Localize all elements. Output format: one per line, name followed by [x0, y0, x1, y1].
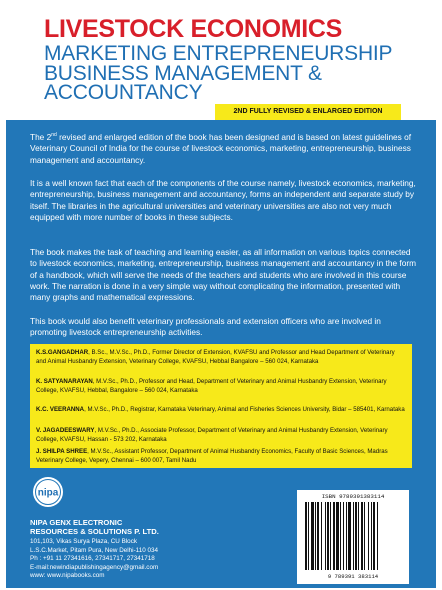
publisher-phone: Ph : +91 11 27341616, 27341717, 27341718	[30, 555, 155, 562]
barcode-bar	[348, 502, 351, 570]
blurb-p1-superscript: nd	[51, 132, 57, 139]
barcode-bar	[317, 502, 319, 570]
isbn-barcode	[297, 490, 409, 584]
blurb-paragraph-4: This book would also benefit veterinary professionals and extension officers who are involved in promoting livestock entrepreneurship activities.	[30, 316, 381, 338]
barcode-bar	[343, 502, 344, 570]
book-title: LIVESTOCK ECONOMICS	[44, 15, 343, 43]
nipa-logo-icon	[30, 476, 66, 512]
barcode-bars-icon	[303, 502, 403, 572]
barcode-bar	[368, 502, 369, 570]
author-details: , M.V.Sc., Ph.D., Associate Professor, Department of Veterinary and Animal Husbandry Extension, Veterinary College, KVAFSU, Hassan - 573 202, Karnataka	[36, 427, 388, 443]
barcode-bar	[330, 502, 331, 570]
publisher-name-line-2: RESOURCES & SOLUTIONS P. LTD.	[30, 527, 159, 536]
author-details: , M.V.Sc., Assistant Professor, Department of Animal Husbandry Economics, Faculty of Basic Sciences, Madras Veterinary College, Vepery, Chennai – 600 007, Tamil Nadu	[36, 448, 388, 464]
author-name: K.S.GANGADHAR	[36, 349, 89, 356]
barcode-digits: 9 789391 383114	[327, 573, 379, 580]
author-entry	[36, 447, 406, 465]
author-entry	[36, 377, 406, 395]
book-subtitle-line-3: ACCOUNTANCY	[44, 81, 203, 104]
publisher-address-line: 101,103, Vikas Surya Plaza, CU Block	[30, 538, 137, 545]
publisher-block	[30, 472, 290, 588]
barcode-bar	[373, 502, 375, 570]
svg-text:nipa: nipa	[37, 487, 59, 499]
author-details: , B.Sc., M.V.Sc., Ph.D., Former Director of Extension, KVAFSU and Professor and Head Department of Veterinary and Animal Husbandry Extension, Veterinary College, KVAFSU, Hebbal Bangalore – 560 024, Karnataka	[36, 349, 395, 365]
edition-badge: 2ND FULLY REVISED & ENLARGED EDITION	[215, 104, 401, 120]
barcode-bar	[346, 502, 347, 570]
barcode-bar	[311, 502, 314, 570]
author-name: K. SATYANARAYAN	[36, 378, 93, 385]
book-subtitle-line-1: MARKETING ENTREPRENEURSHIP	[44, 42, 393, 65]
publisher-name-line-1: NIPA GENX ELECTRONIC	[30, 518, 123, 527]
book-subtitle-line-2: BUSINESS MANAGEMENT &	[44, 62, 322, 85]
barcode-bar	[315, 502, 316, 570]
author-details: , M.V.Sc., Ph.D., Professor and Head, Department of Veterinary and Animal Husbandry Extension, Veterinary College, KVAFSU, Hebbal, Bangalore – 560 024, Karnataka	[36, 378, 387, 394]
barcode-bar	[353, 502, 354, 570]
barcode-bar	[333, 502, 335, 570]
publisher-email: E-mail:newindiapublishingagency@gmail.com	[30, 563, 159, 571]
blurb-paragraph-1	[30, 132, 418, 166]
barcode-bar	[355, 502, 357, 570]
authors-box	[30, 344, 412, 468]
barcode-bar	[377, 502, 378, 570]
barcode-bar	[325, 502, 326, 570]
publisher-address-line: L.S.C.Market, Pitam Pura, New Delhi-110 034	[30, 546, 158, 554]
author-name: K.C. VEERANNA	[36, 406, 85, 413]
barcode-bar	[364, 502, 365, 570]
blurb-paragraph-3: The book makes the task of teaching and learning easier, as all information on various topics connected to livestock economics, marketing, entrepreneurship, business management and accountancy in the form of a handbook, which will serve the needs of the teachers and students who are involved in this course work. The narration is done in a very simple way without complicating the information, presented with many graphs and mathematical expressions.	[30, 247, 417, 303]
blurb-paragraph-2: It is a well known fact that each of the components of the course namely, livestock economics, marketing, entrepreneurship, business management and accountancy, forms an independent and separate study by itself. The libraries in the agricultural universities and veterinary universities are also not very much equipped with more number of books in these subjects.	[30, 178, 416, 222]
blurb-p1-start: The 2	[30, 132, 52, 142]
barcode-bar	[321, 502, 322, 570]
back-cover	[6, 8, 436, 588]
barcode-bar	[340, 502, 341, 570]
author-details: , M.V.Sc., Ph.D., Registrar, Karnataka Veterinary, Animal and Fisheries Sciences University, Bidar – 585401, Karnataka	[84, 406, 405, 413]
isbn-label: ISBN 9789391383114	[321, 493, 385, 500]
barcode-bar	[308, 502, 309, 570]
barcode-bar	[361, 502, 363, 570]
barcode-bar	[336, 502, 339, 570]
barcode-bar	[358, 502, 359, 570]
author-name: V. JAGADEESWARY	[36, 427, 95, 434]
author-name: J. SHILPA SHREE	[36, 448, 88, 455]
barcode-bar	[371, 502, 372, 570]
barcode-bar	[327, 502, 329, 570]
author-entry	[36, 348, 406, 366]
barcode-bar	[305, 502, 307, 570]
author-entry	[36, 426, 406, 444]
publisher-website: www: www.nipabooks.com	[30, 572, 105, 579]
author-entry	[36, 405, 406, 414]
blurb-p1-rest: revised and enlarged edition of the book has been designed and is based on latest guidelines of Veterinary Council of India for the course of livestock economics, marketing, entrepreneurship, business management and accountancy.	[30, 132, 412, 165]
